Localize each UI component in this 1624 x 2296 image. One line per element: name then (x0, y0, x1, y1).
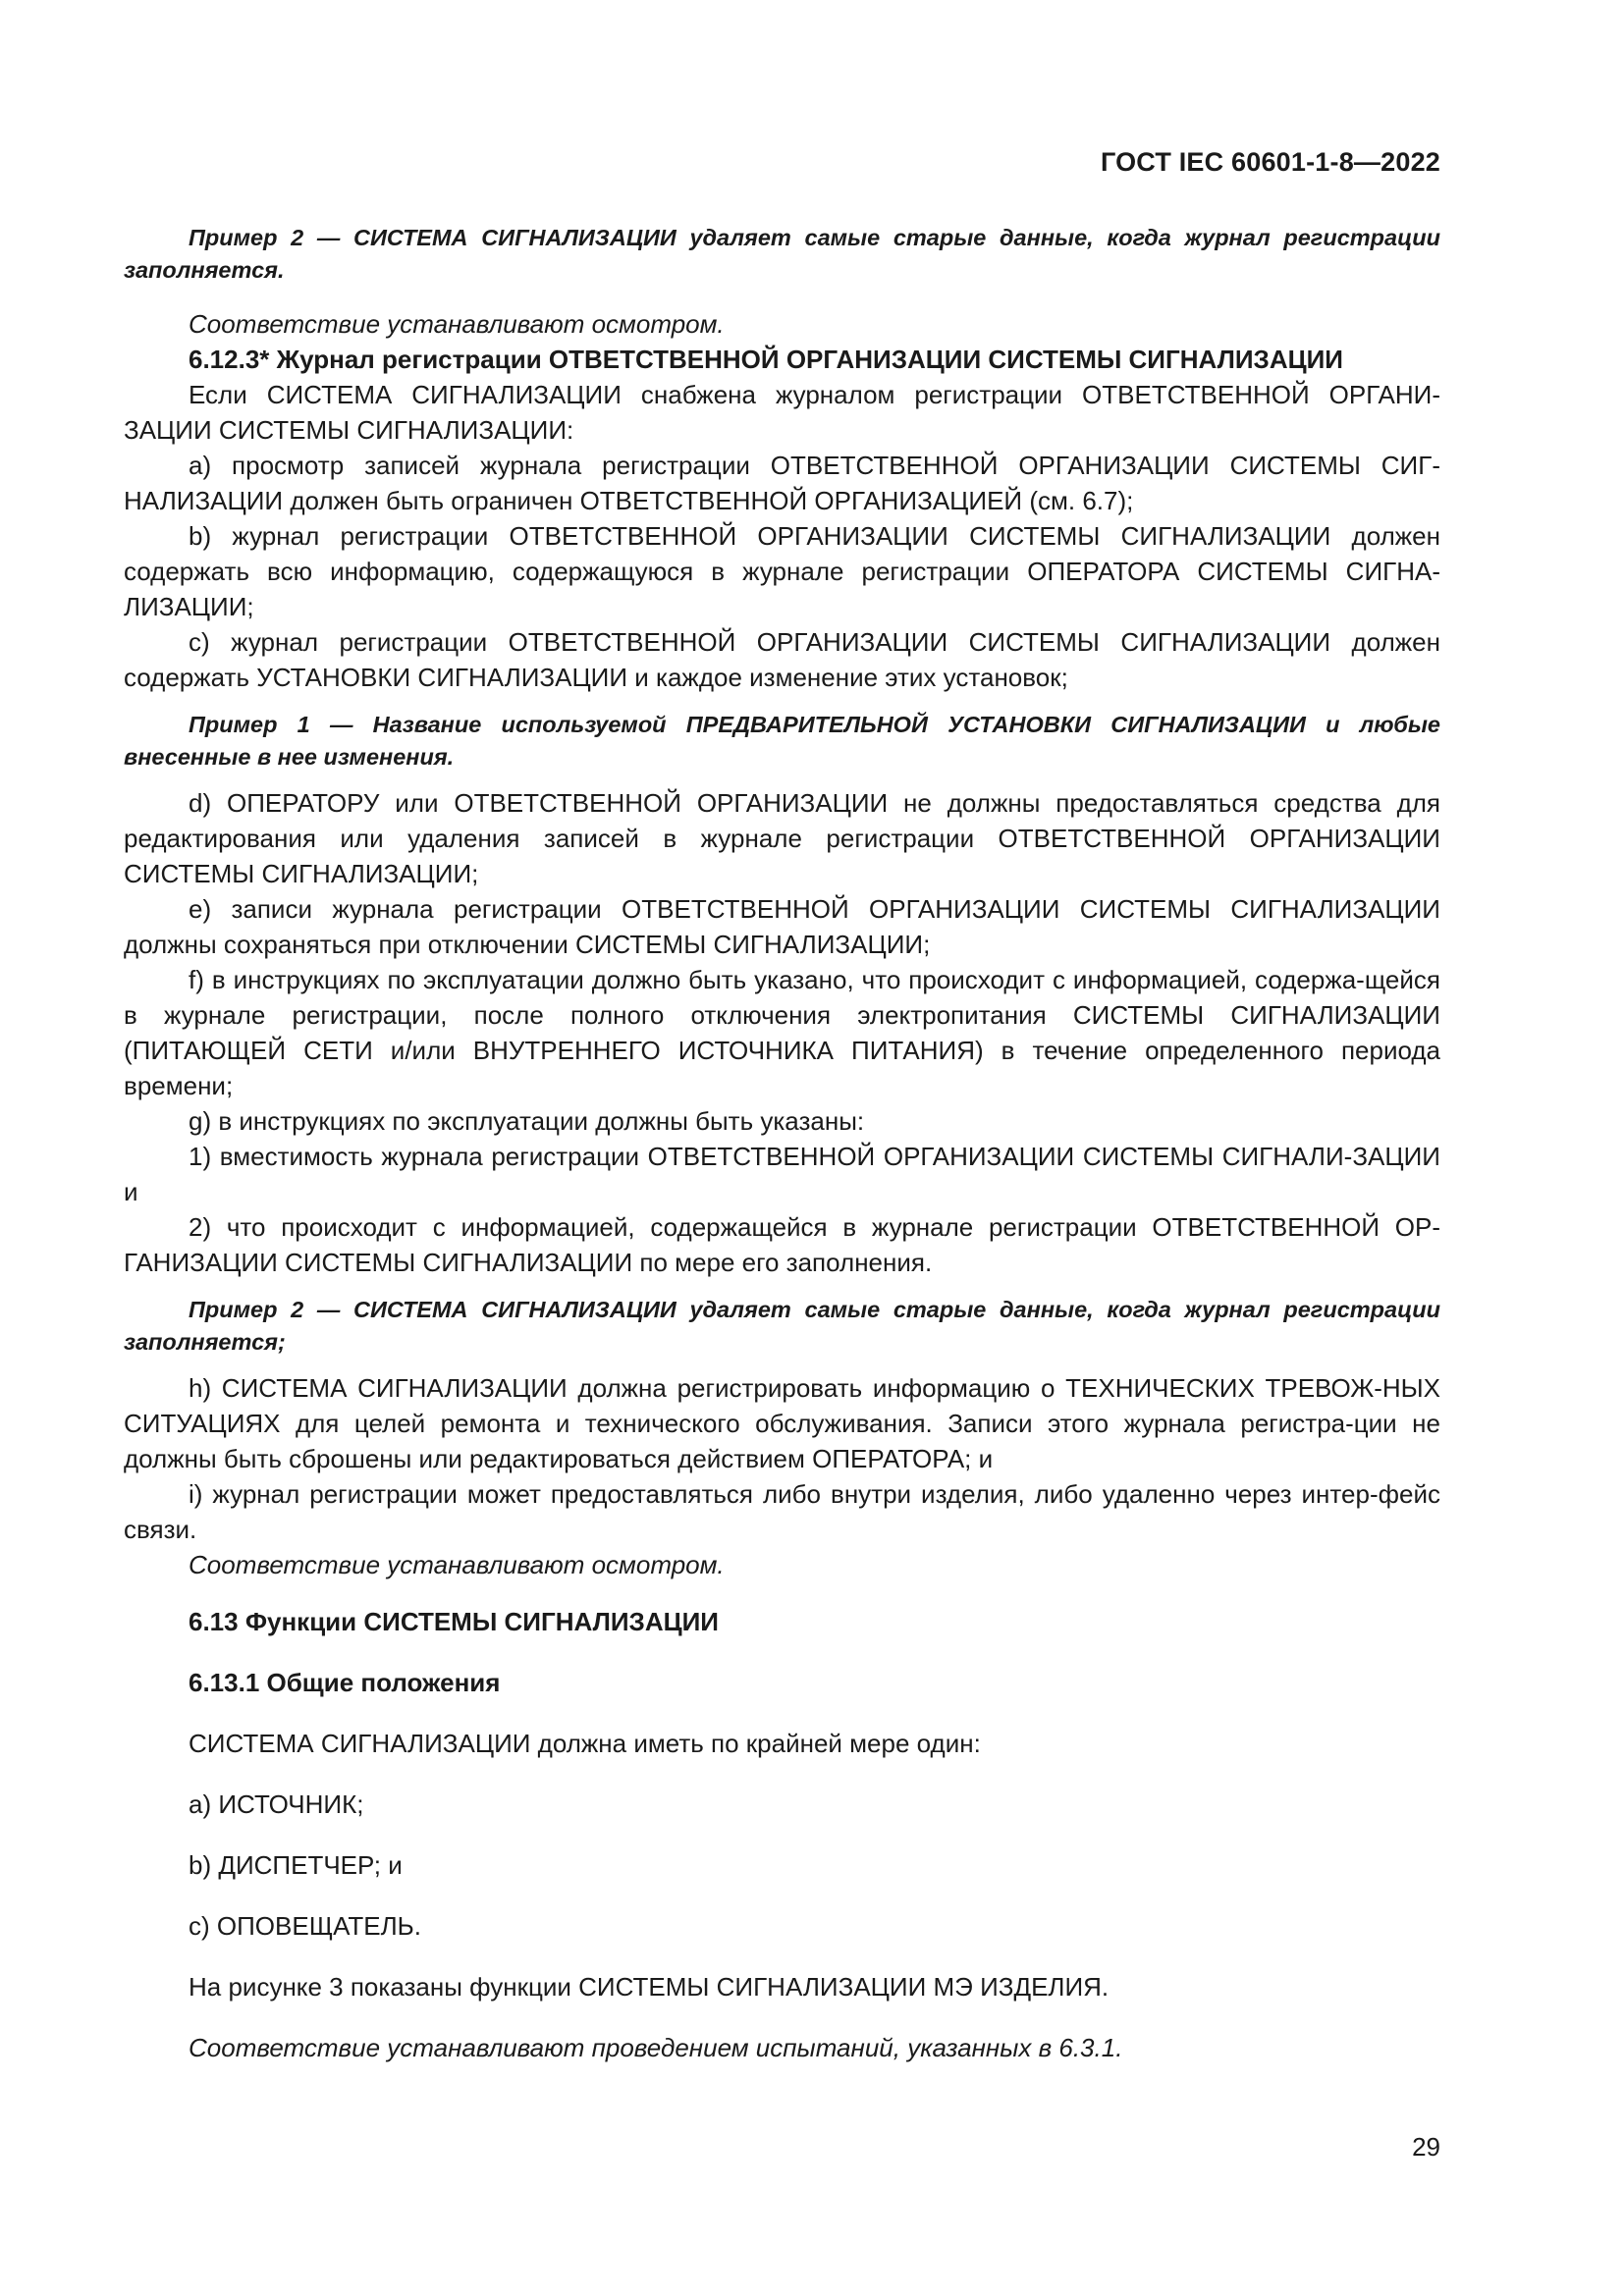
list-item: g) в инструкциях по эксплуатации должны быть указаны: (189, 1106, 865, 1136)
paragraph: Если СИСТЕМА СИГНАЛИЗАЦИИ снабжена журналом регистрации ОТВЕТСТВЕННОЙ ОРГАНИ-ЗАЦИИ СИСТЕМЫ СИГНАЛИЗАЦИИ: (124, 380, 1440, 445)
paragraph: СИСТЕМА СИГНАЛИЗАЦИИ должна иметь по крайней мере один: (189, 1729, 981, 1758)
list-item: a) просмотр записей журнала регистрации ОТВЕТСТВЕННОЙ ОРГАНИЗАЦИИ СИСТЕМЫ СИГ-НАЛИЗАЦИИ должен быть ограничен ОТВЕТСТВЕННОЙ ОРГАНИЗАЦИЕЙ (см. 6.7); (124, 451, 1440, 515)
list-item: h) СИСТЕМА СИГНАЛИЗАЦИИ должна регистрировать информацию о ТЕХНИЧЕСКИХ ТРЕВОЖ-НЫХ СИТУАЦИЯХ для целей ремонта и технического обслуживания. Записи этого журнала регистра-ции не должны быть сброшены или редактироваться действием ОПЕРАТОРА; и (124, 1373, 1440, 1473)
document-id-header: ГОСТ IEC 60601-1-8—2022 (1100, 147, 1440, 177)
list-item: b) ДИСПЕТЧЕР; и (189, 1850, 403, 1880)
section-heading-6-13: 6.13 Функции СИСТЕМЫ СИГНАЛИЗАЦИИ (189, 1607, 719, 1636)
list-item: a) ИСТОЧНИК; (189, 1789, 364, 1819)
example-note: Пример 2 — СИСТЕМА СИГНАЛИЗАЦИИ удаляет самые старые данные, когда журнал регистрации заполняется; (124, 1297, 1440, 1355)
compliance-statement: Соответствие устанавливают осмотром. (189, 1550, 725, 1579)
list-item: c) журнал регистрации ОТВЕТСТВЕННОЙ ОРГАНИЗАЦИИ СИСТЕМЫ СИГНАЛИЗАЦИИ должен содержать УСТАНОВКИ СИГНАЛИЗАЦИИ и каждое изменение этих установок; (124, 627, 1440, 692)
list-item: 1) вместимость журнала регистрации ОТВЕТСТВЕННОЙ ОРГАНИЗАЦИИ СИСТЕМЫ СИГНАЛИ-ЗАЦИИ и (124, 1142, 1440, 1206)
page-number: 29 (1412, 2132, 1440, 2162)
list-item: i) журнал регистрации может предоставляться либо внутри изделия, либо удаленно через интер-фейс связи. (124, 1479, 1440, 1544)
example-note: Пример 1 — Название используемой ПРЕДВАРИТЕЛЬНОЙ УСТАНОВКИ СИГНАЛИЗАЦИИ и любые внесенные в нее изменения. (124, 712, 1440, 770)
list-item: c) ОПОВЕЩАТЕЛЬ. (189, 1911, 421, 1941)
subsection-heading-6-13-1: 6.13.1 Общие положения (189, 1668, 501, 1697)
list-item: f) в инструкциях по эксплуатации должно быть указано, что происходит с информацией, содержа-щейся в журнале регистрации, после полного отключения электропитания СИСТЕМЫ СИГНАЛИЗАЦИИ (ПИТАЮЩЕЙ СЕТИ и/или ВНУТРЕННЕГО ИСТОЧНИКА ПИТАНИЯ) в течение определенного периода времени; (124, 965, 1440, 1100)
list-item: 2) что происходит с информацией, содержащейся в журнале регистрации ОТВЕТСТВЕННОЙ ОР-ГАНИЗАЦИИ СИСТЕМЫ СИГНАЛИЗАЦИИ по мере его заполнения. (124, 1212, 1440, 1277)
example-note: Пример 2 — СИСТЕМА СИГНАЛИЗАЦИИ удаляет самые старые данные, когда журнал регистрации заполняется. (124, 225, 1440, 283)
list-item: d) ОПЕРАТОРУ или ОТВЕТСТВЕННОЙ ОРГАНИЗАЦИИ не должны предоставляться средства для редактирования или удаления записей в журнале регистрации ОТВЕТСТВЕННОЙ ОРГАНИЗАЦИИ СИСТЕМЫ СИГНАЛИЗАЦИИ; (124, 788, 1440, 888)
list-item: e) записи журнала регистрации ОТВЕТСТВЕННОЙ ОРГАНИЗАЦИИ СИСТЕМЫ СИГНАЛИЗАЦИИ должны сохраняться при отключении СИСТЕМЫ СИГНАЛИЗАЦИИ; (124, 894, 1440, 959)
list-item: b) журнал регистрации ОТВЕТСТВЕННОЙ ОРГАНИЗАЦИИ СИСТЕМЫ СИГНАЛИЗАЦИИ должен содержать всю информацию, содержащуюся в журнале регистрации ОПЕРАТОРА СИСТЕМЫ СИГНА-ЛИЗАЦИИ; (124, 521, 1440, 621)
compliance-statement: Соответствие устанавливают проведением испытаний, указанных в 6.3.1. (189, 2033, 1123, 2062)
subsection-heading-6-12-3: 6.12.3* Журнал регистрации ОТВЕТСТВЕННОЙ ОРГАНИЗАЦИИ СИСТЕМЫ СИГНАЛИЗАЦИИ (189, 345, 1343, 374)
compliance-statement: Соответствие устанавливают осмотром. (189, 309, 725, 339)
figure-reference: На рисунке 3 показаны функции СИСТЕМЫ СИГНАЛИЗАЦИИ МЭ ИЗДЕЛИЯ. (189, 1972, 1110, 2002)
page-content (124, 222, 1440, 2091)
